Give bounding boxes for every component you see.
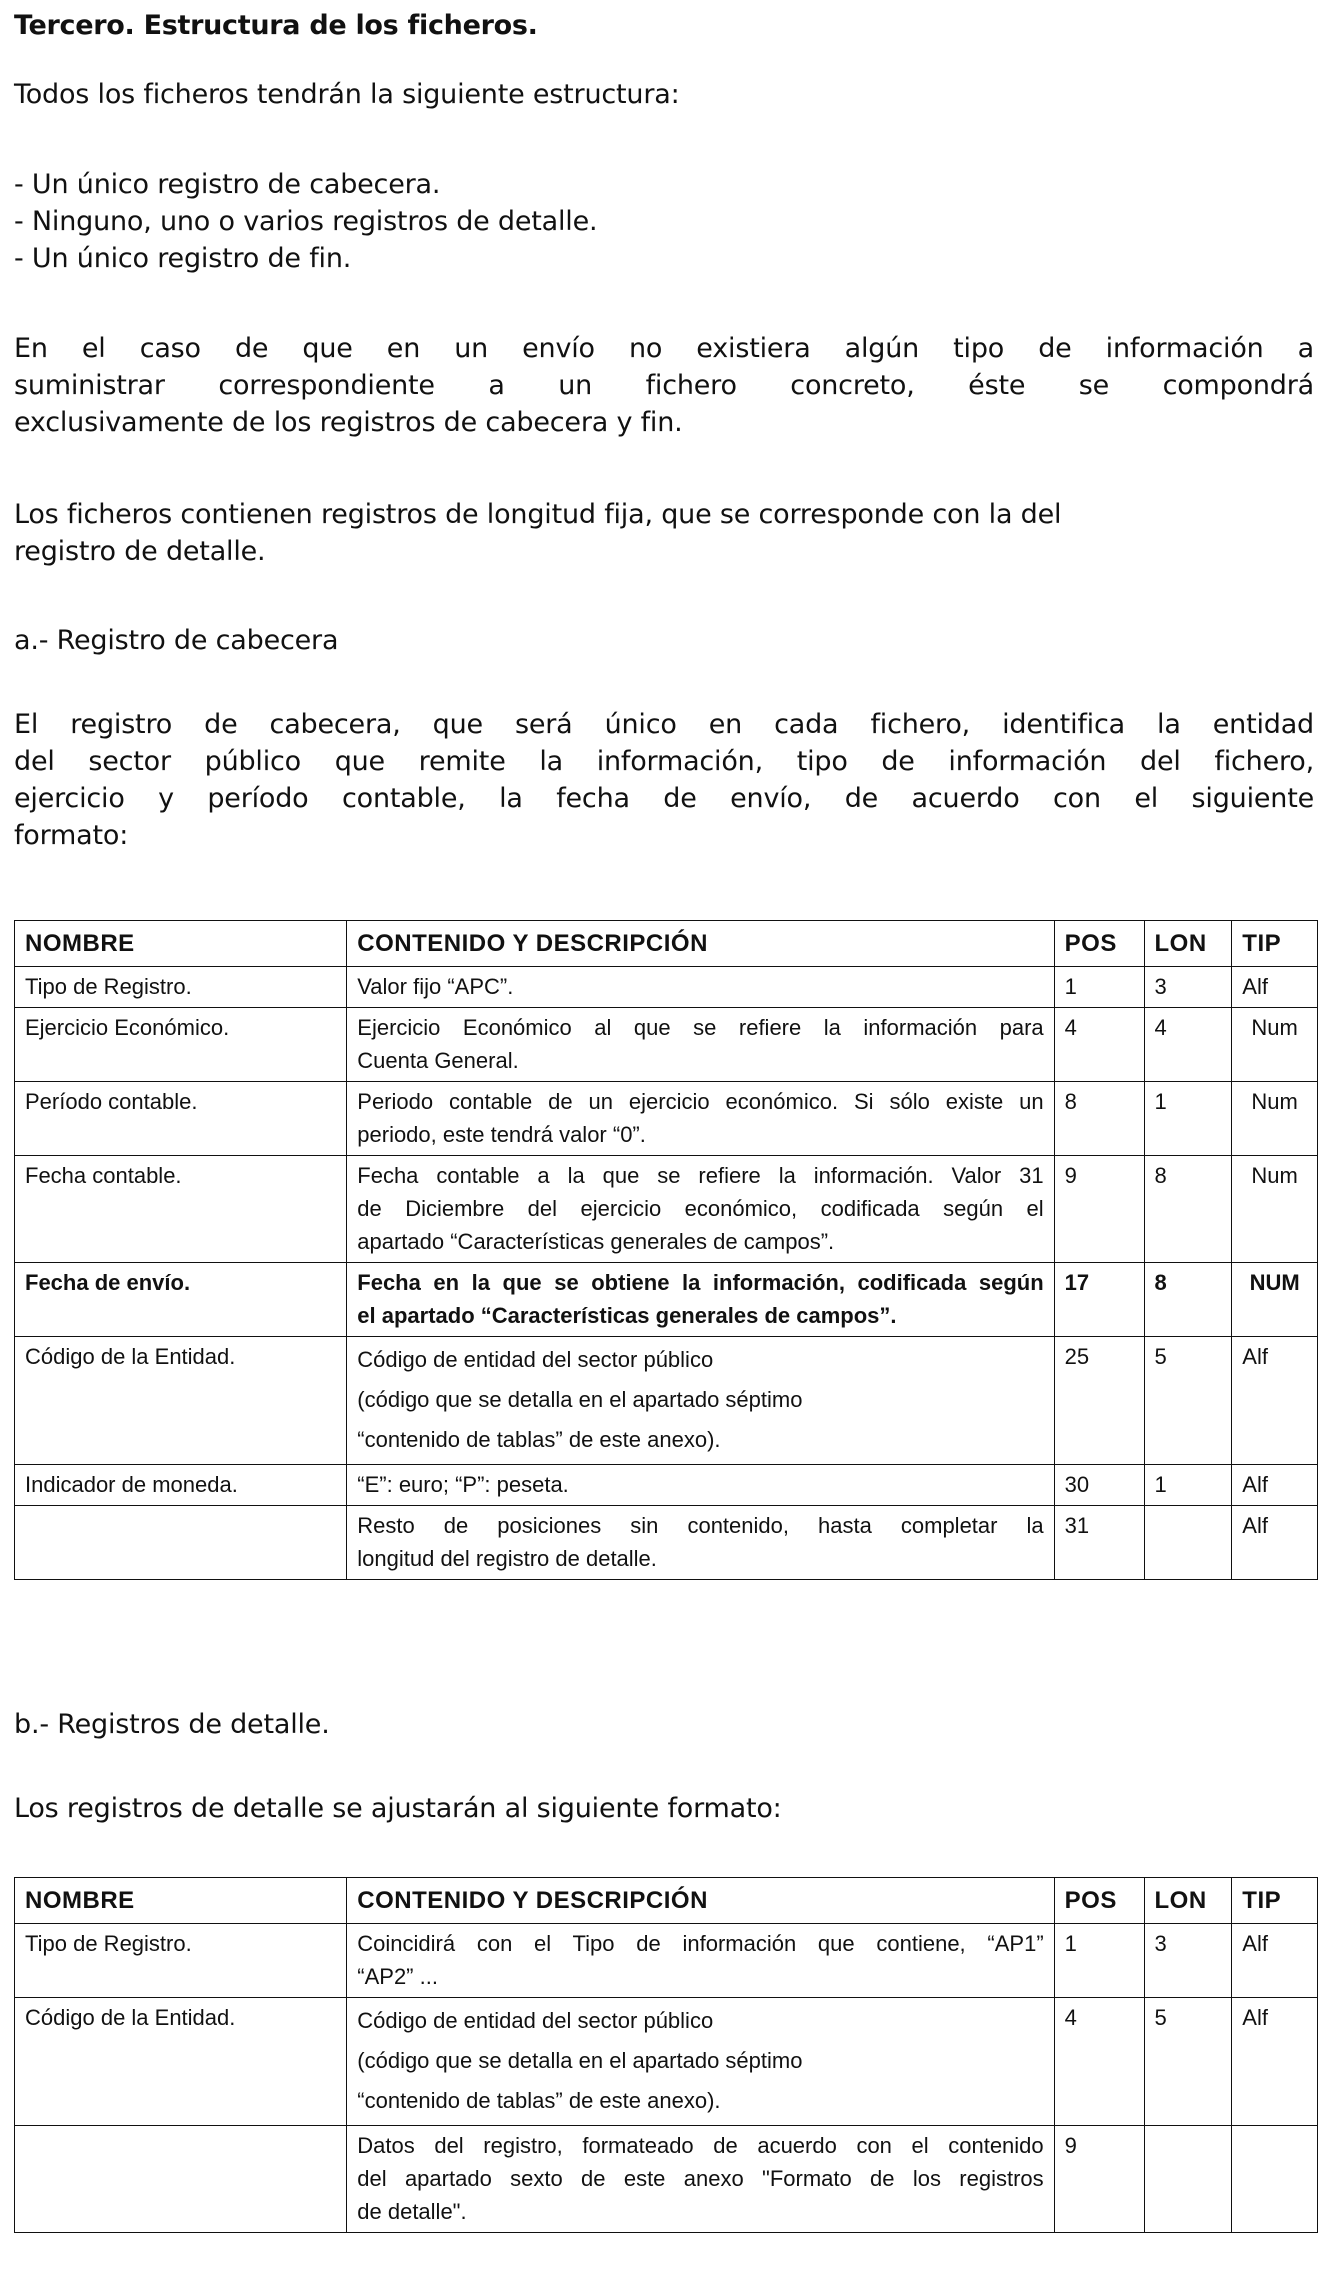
column-header-contenido: CONTENIDO Y DESCRIPCIÓN xyxy=(347,1878,1054,1924)
cell-pos: 9 xyxy=(1054,1156,1144,1263)
cell-line: Código de entidad del sector público xyxy=(357,2008,714,2033)
cell-contenido xyxy=(347,1337,1054,1465)
table-row xyxy=(15,1156,1318,1263)
paragraph-line: formato: xyxy=(14,820,129,851)
detail-record-table xyxy=(14,1877,1318,2233)
cell-tip: Alf xyxy=(1232,967,1318,1008)
paragraph-line: del sector público que remite la información, tipo de información del fichero, xyxy=(14,746,1314,777)
paragraph-longitud xyxy=(14,496,1314,570)
cell-tip: Num xyxy=(1232,1082,1318,1156)
paragraph-line: En el caso de que en un envío no existiera algún tipo de información a xyxy=(14,333,1314,364)
table-row xyxy=(15,1082,1318,1156)
cell-pos: 8 xyxy=(1054,1082,1144,1156)
cell-line: periodo, este tendrá valor “0”. xyxy=(357,1122,646,1147)
paragraph-line: ejercicio y período contable, la fecha de envío, de acuerdo con el siguiente xyxy=(14,783,1314,814)
cell-lon: 1 xyxy=(1144,1082,1232,1156)
cell-nombre: Tipo de Registro. xyxy=(15,967,347,1008)
table-row xyxy=(15,1998,1318,2126)
cell-nombre: Ejercicio Económico. xyxy=(15,1008,347,1082)
paragraph-line: Los ficheros contienen registros de longitud fija, que se corresponde con la del xyxy=(14,499,1062,530)
table-row xyxy=(15,1924,1318,1998)
cell-pos: 17 xyxy=(1054,1263,1144,1337)
cell-lon: 8 xyxy=(1144,1263,1232,1337)
cell-contenido xyxy=(347,1082,1054,1156)
cell-line: Resto de posiciones sin contenido, hasta completar la xyxy=(357,1513,1044,1538)
column-header-lon: LON xyxy=(1144,921,1232,967)
cell-lon: 4 xyxy=(1144,1008,1232,1082)
paragraph-line: exclusivamente de los registros de cabecera y fin. xyxy=(14,407,683,438)
cell-line: de detalle". xyxy=(357,2199,467,2224)
cell-nombre xyxy=(15,2126,347,2233)
cell-nombre: Fecha de envío. xyxy=(15,1263,347,1337)
cell-nombre: Código de la Entidad. xyxy=(15,1998,347,2126)
bullet-item: - Un único registro de fin. xyxy=(14,243,352,274)
cell-pos: 1 xyxy=(1054,1924,1144,1998)
column-header-lon: LON xyxy=(1144,1878,1232,1924)
table-row xyxy=(15,1263,1318,1337)
paragraph-line: suministrar correspondiente a un fichero concreto, éste se compondrá xyxy=(14,370,1314,401)
cell-nombre: Fecha contable. xyxy=(15,1156,347,1263)
cell-lon xyxy=(1144,2126,1232,2233)
cell-tip: Alf xyxy=(1232,1998,1318,2126)
cell-line: Cuenta General. xyxy=(357,1048,519,1073)
table-header-row xyxy=(15,921,1318,967)
table-row xyxy=(15,1465,1318,1506)
intro-paragraph: Todos los ficheros tendrán la siguiente estructura: xyxy=(14,79,680,110)
cell-contenido xyxy=(347,967,1054,1008)
paragraph-envio xyxy=(14,330,1314,441)
table-row xyxy=(15,1337,1318,1465)
cell-pos: 4 xyxy=(1054,1998,1144,2126)
table-row xyxy=(15,2126,1318,2233)
cell-tip: Alf xyxy=(1232,1337,1318,1465)
cell-line: longitud del registro de detalle. xyxy=(357,1546,657,1571)
cell-contenido xyxy=(347,1998,1054,2126)
cell-tip: NUM xyxy=(1232,1263,1318,1337)
cell-line: “contenido de tablas” de este anexo). xyxy=(357,1427,721,1452)
cell-contenido xyxy=(347,1008,1054,1082)
cell-nombre: Período contable. xyxy=(15,1082,347,1156)
column-header-contenido: CONTENIDO Y DESCRIPCIÓN xyxy=(347,921,1054,967)
subsection-a-title: a.- Registro de cabecera xyxy=(14,625,339,656)
cell-tip xyxy=(1232,2126,1318,2233)
cell-contenido xyxy=(347,1465,1054,1506)
cell-line: Datos del registro, formateado de acuerdo con el contenido xyxy=(357,2133,1044,2158)
cell-pos: 9 xyxy=(1054,2126,1144,2233)
cell-nombre: Código de la Entidad. xyxy=(15,1337,347,1465)
cell-line: (código que se detalla en el apartado séptimo xyxy=(357,2048,803,2073)
column-header-tip: TIP xyxy=(1232,921,1318,967)
cell-tip: Alf xyxy=(1232,1924,1318,1998)
cell-line: apartado “Características generales de campos”. xyxy=(357,1229,835,1254)
bullet-item: - Un único registro de cabecera. xyxy=(14,169,441,200)
paragraph-cabecera xyxy=(14,706,1314,854)
header-record-table xyxy=(14,920,1318,1580)
cell-line: Fecha contable a la que se refiere la información. Valor 31 xyxy=(357,1163,1044,1188)
cell-lon: 1 xyxy=(1144,1465,1232,1506)
cell-contenido xyxy=(347,1156,1054,1263)
column-header-pos: POS xyxy=(1054,921,1144,967)
paragraph-line: registro de detalle. xyxy=(14,536,266,567)
section-heading: Tercero. Estructura de los ficheros. xyxy=(14,10,538,41)
cell-contenido xyxy=(347,1263,1054,1337)
cell-lon xyxy=(1144,1506,1232,1580)
column-header-nombre: NOMBRE xyxy=(15,1878,347,1924)
paragraph-detalle: Los registros de detalle se ajustarán al siguiente formato: xyxy=(14,1793,782,1824)
cell-pos: 25 xyxy=(1054,1337,1144,1465)
bullet-item: - Ninguno, uno o varios registros de detalle. xyxy=(14,206,598,237)
cell-tip: Num xyxy=(1232,1156,1318,1263)
cell-line: “contenido de tablas” de este anexo). xyxy=(357,2088,721,2113)
cell-lon: 3 xyxy=(1144,1924,1232,1998)
column-header-nombre: NOMBRE xyxy=(15,921,347,967)
cell-pos: 4 xyxy=(1054,1008,1144,1082)
cell-line: Fecha en la que se obtiene la información, codificada según xyxy=(357,1270,1044,1295)
column-header-pos: POS xyxy=(1054,1878,1144,1924)
cell-nombre: Indicador de moneda. xyxy=(15,1465,347,1506)
cell-contenido xyxy=(347,2126,1054,2233)
table-row xyxy=(15,1008,1318,1082)
cell-pos: 31 xyxy=(1054,1506,1144,1580)
cell-lon: 8 xyxy=(1144,1156,1232,1263)
cell-line: Periodo contable de un ejercicio económico. Si sólo existe un xyxy=(357,1089,1044,1114)
column-header-tip: TIP xyxy=(1232,1878,1318,1924)
cell-line: del apartado sexto de este anexo "Formato de los registros xyxy=(357,2166,1044,2191)
cell-line: (código que se detalla en el apartado séptimo xyxy=(357,1387,803,1412)
cell-nombre xyxy=(15,1506,347,1580)
cell-tip: Alf xyxy=(1232,1506,1318,1580)
cell-pos: 1 xyxy=(1054,967,1144,1008)
cell-line: de Diciembre del ejercicio económico, codificada según el xyxy=(357,1196,1044,1221)
cell-line: el apartado “Características generales de campos”. xyxy=(357,1303,897,1328)
cell-line: “AP2” ... xyxy=(357,1964,438,1989)
cell-pos: 30 xyxy=(1054,1465,1144,1506)
cell-nombre: Tipo de Registro. xyxy=(15,1924,347,1998)
cell-line: Valor fijo “APC”. xyxy=(357,974,514,999)
cell-line: Código de entidad del sector público xyxy=(357,1347,714,1372)
subsection-b-title: b.- Registros de detalle. xyxy=(14,1709,330,1740)
bullet-list xyxy=(14,166,1314,277)
table-header-row xyxy=(15,1878,1318,1924)
cell-tip: Alf xyxy=(1232,1465,1318,1506)
cell-lon: 5 xyxy=(1144,1998,1232,2126)
cell-line: “E”: euro; “P”: peseta. xyxy=(357,1472,569,1497)
cell-contenido xyxy=(347,1506,1054,1580)
paragraph-line: El registro de cabecera, que será único en cada fichero, identifica la entidad xyxy=(14,709,1314,740)
table-row xyxy=(15,967,1318,1008)
table-row xyxy=(15,1506,1318,1580)
cell-line: Ejercicio Económico al que se refiere la información para xyxy=(357,1015,1044,1040)
cell-line: Coincidirá con el Tipo de información que contiene, “AP1” xyxy=(357,1931,1044,1956)
cell-lon: 3 xyxy=(1144,967,1232,1008)
cell-tip: Num xyxy=(1232,1008,1318,1082)
cell-lon: 5 xyxy=(1144,1337,1232,1465)
cell-contenido xyxy=(347,1924,1054,1998)
